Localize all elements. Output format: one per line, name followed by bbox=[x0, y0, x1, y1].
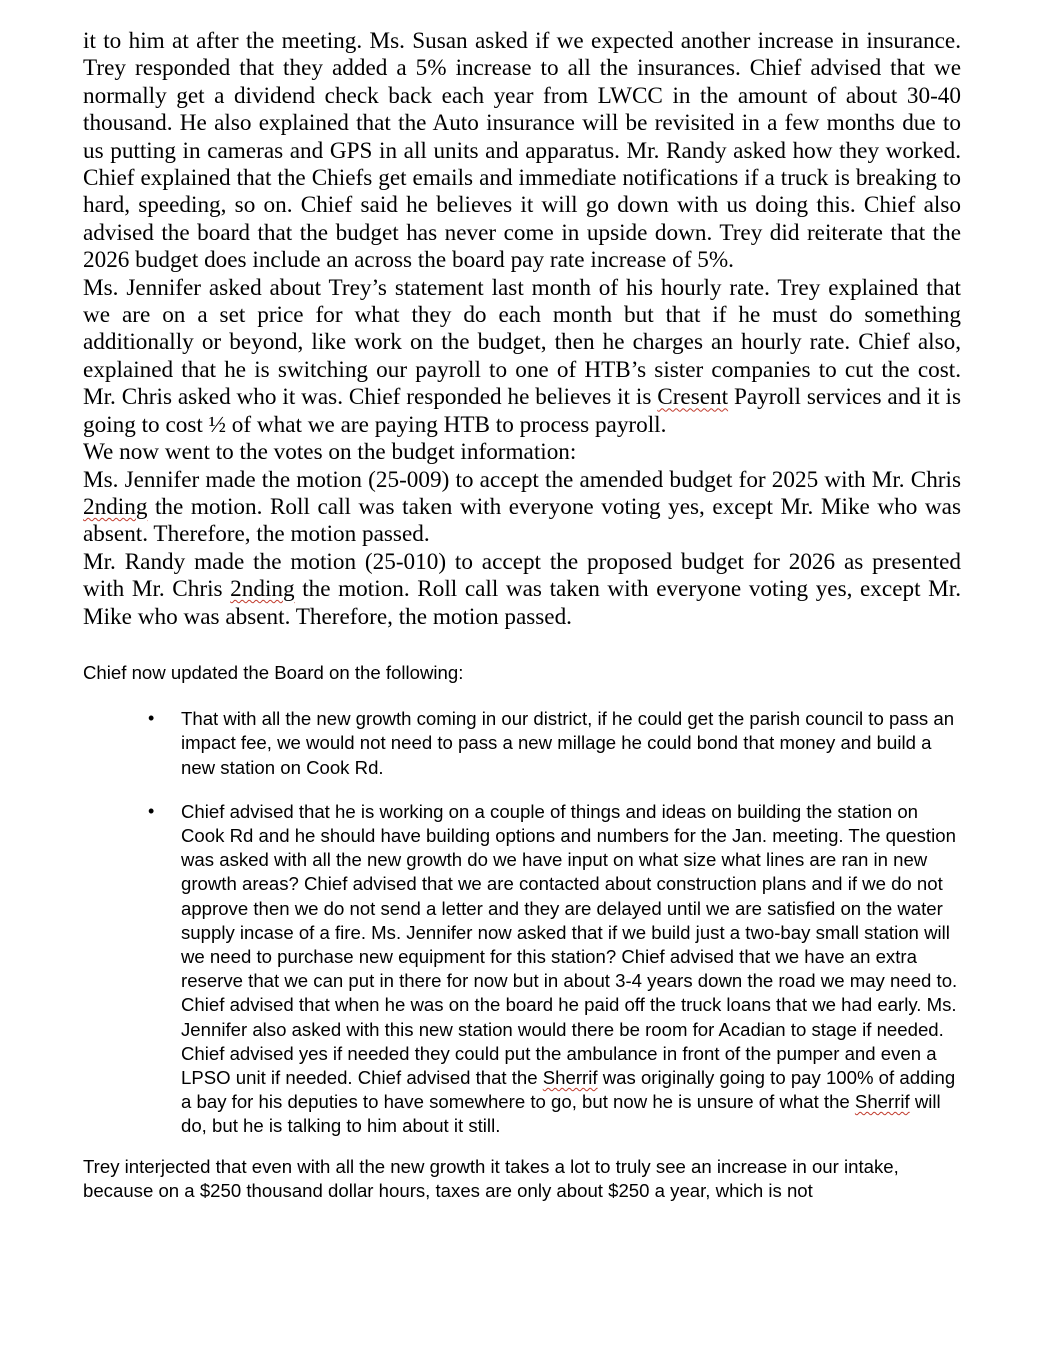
bullet-icon: • bbox=[148, 708, 155, 729]
list-item-text: will do, but he is talking to him about it still. bbox=[181, 1091, 941, 1137]
closing-paragraph: Trey interjected that even with all the new growth it takes a lot to truly see an increase in our intake, because on a $250 thousand dollar hours, taxes are only about $250 a year, which is not bbox=[83, 1155, 899, 1201]
votes-intro: We now went to the votes on the budget information: bbox=[83, 439, 577, 466]
paragraph-text: the motion. Roll call was taken with everyone voting yes, except Mr. Mike who was absent. Therefore, the motion passed. bbox=[83, 576, 961, 630]
paragraph-text: Mr. Randy made the motion (25-010) to accept the proposed budget for 2026 as presented with Mr. Chris bbox=[83, 548, 961, 603]
list-item bbox=[148, 707, 961, 780]
paragraph-text: Payroll services and it is going to cost ½ of what we are paying HTB to process payroll. bbox=[83, 384, 961, 438]
list-item-text: was originally going to pay 100% of adding a bay for his deputies to have somewhere to go, but now he is unsure of what the bbox=[181, 1066, 956, 1113]
list-item-text: That with all the new growth coming in our district, if he could get the parish council to pass an impact fee, we would not need to pass a new millage he could bond that money and build a new station on Cook Rd. bbox=[181, 708, 955, 778]
insurance-paragraph: it to him at after the meeting. Ms. Susan asked if we expected another increase in insurance. Trey responded that they added a 5% increase to all the insurances. Chief advised that we normally get a dividend check back each year from LWCC in the amount of about 30-40 thousand. He also explained that the Auto insurance will be revisited in a few months due to us putting in cameras and GPS in all units and apparatus. Mr. Randy asked how they worked. Chief explained that the Chiefs get emails and immediate notifications if a truck is breaking to hard, speeding, so on. Chief said he believes it will go down with us doing this. Chief also advised the board that the budget has never come in upside down. Trey did reiterate that the 2026 budget does include an across the board pay rate increase of 5%. bbox=[83, 28, 961, 274]
document-page bbox=[83, 28, 961, 1203]
minutes-body bbox=[83, 28, 961, 631]
motion-25-009 bbox=[83, 467, 961, 549]
spelling-flagged-word: 2nding bbox=[83, 493, 148, 520]
spelling-flagged-word: 2nding bbox=[230, 576, 295, 603]
spelling-flagged-word: Sherrif bbox=[542, 1066, 598, 1088]
paragraph-text: Ms. Jennifer asked about Trey’s statement last month of his hourly rate. Trey explained that we are on a set price for what they do each month but that if he must do something additionally or beyond, like work on the budget, then he charges an hourly rate. Chief also, explained that he is switching our payroll to one of HTB’s sister companies to cut the cost. Mr. Chris asked who it was. Chief responded he believes it is bbox=[83, 274, 961, 411]
spelling-flagged-word: Cresent bbox=[657, 384, 729, 411]
spelling-flagged-word: Sherrif bbox=[854, 1091, 910, 1113]
list-item-text: Chief advised that he is working on a couple of things and ideas on building the station on Cook Rd and he should have building options and numbers for the Jan. meeting. The question was asked with all the new growth do we have input on what size what lines are ran in new growth areas? Chief advised that we are contacted about construction plans and if we do not approve then we do not send a letter and they are delayed until we are satisfied on the water supply incase of a fire. Ms. Jennifer now asked that if we build just a two-bay small station will we need to purchase new equipment for this station? Chief advised that we have an extra reserve that we can put in there for now but in about 3-4 years down the road we may need to. Chief advised that when he was on the board he paid off the truck loans that we had early. Ms. Jennifer also asked with this new station would there be room for Acadian to stage if needed. Chief advised yes if needed they could put the ambulance in front of the pumper and even a LPSO unit if needed. Chief advised that the bbox=[181, 800, 958, 1088]
hourly-rate-paragraph bbox=[83, 275, 961, 439]
motion-25-010 bbox=[83, 549, 961, 631]
update-list bbox=[83, 707, 961, 1138]
list-item bbox=[148, 800, 961, 1139]
bullet-icon: • bbox=[148, 800, 155, 821]
update-heading: Chief now updated the Board on the following: bbox=[83, 661, 464, 683]
paragraph-text: the motion. Roll call was taken with everyone voting yes, except Mr. Mike who was absent. Therefore, the motion passed. bbox=[83, 493, 961, 548]
paragraph-text: Ms. Jennifer made the motion (25-009) to accept the amended budget for 2025 with Mr. Chris bbox=[83, 466, 961, 493]
